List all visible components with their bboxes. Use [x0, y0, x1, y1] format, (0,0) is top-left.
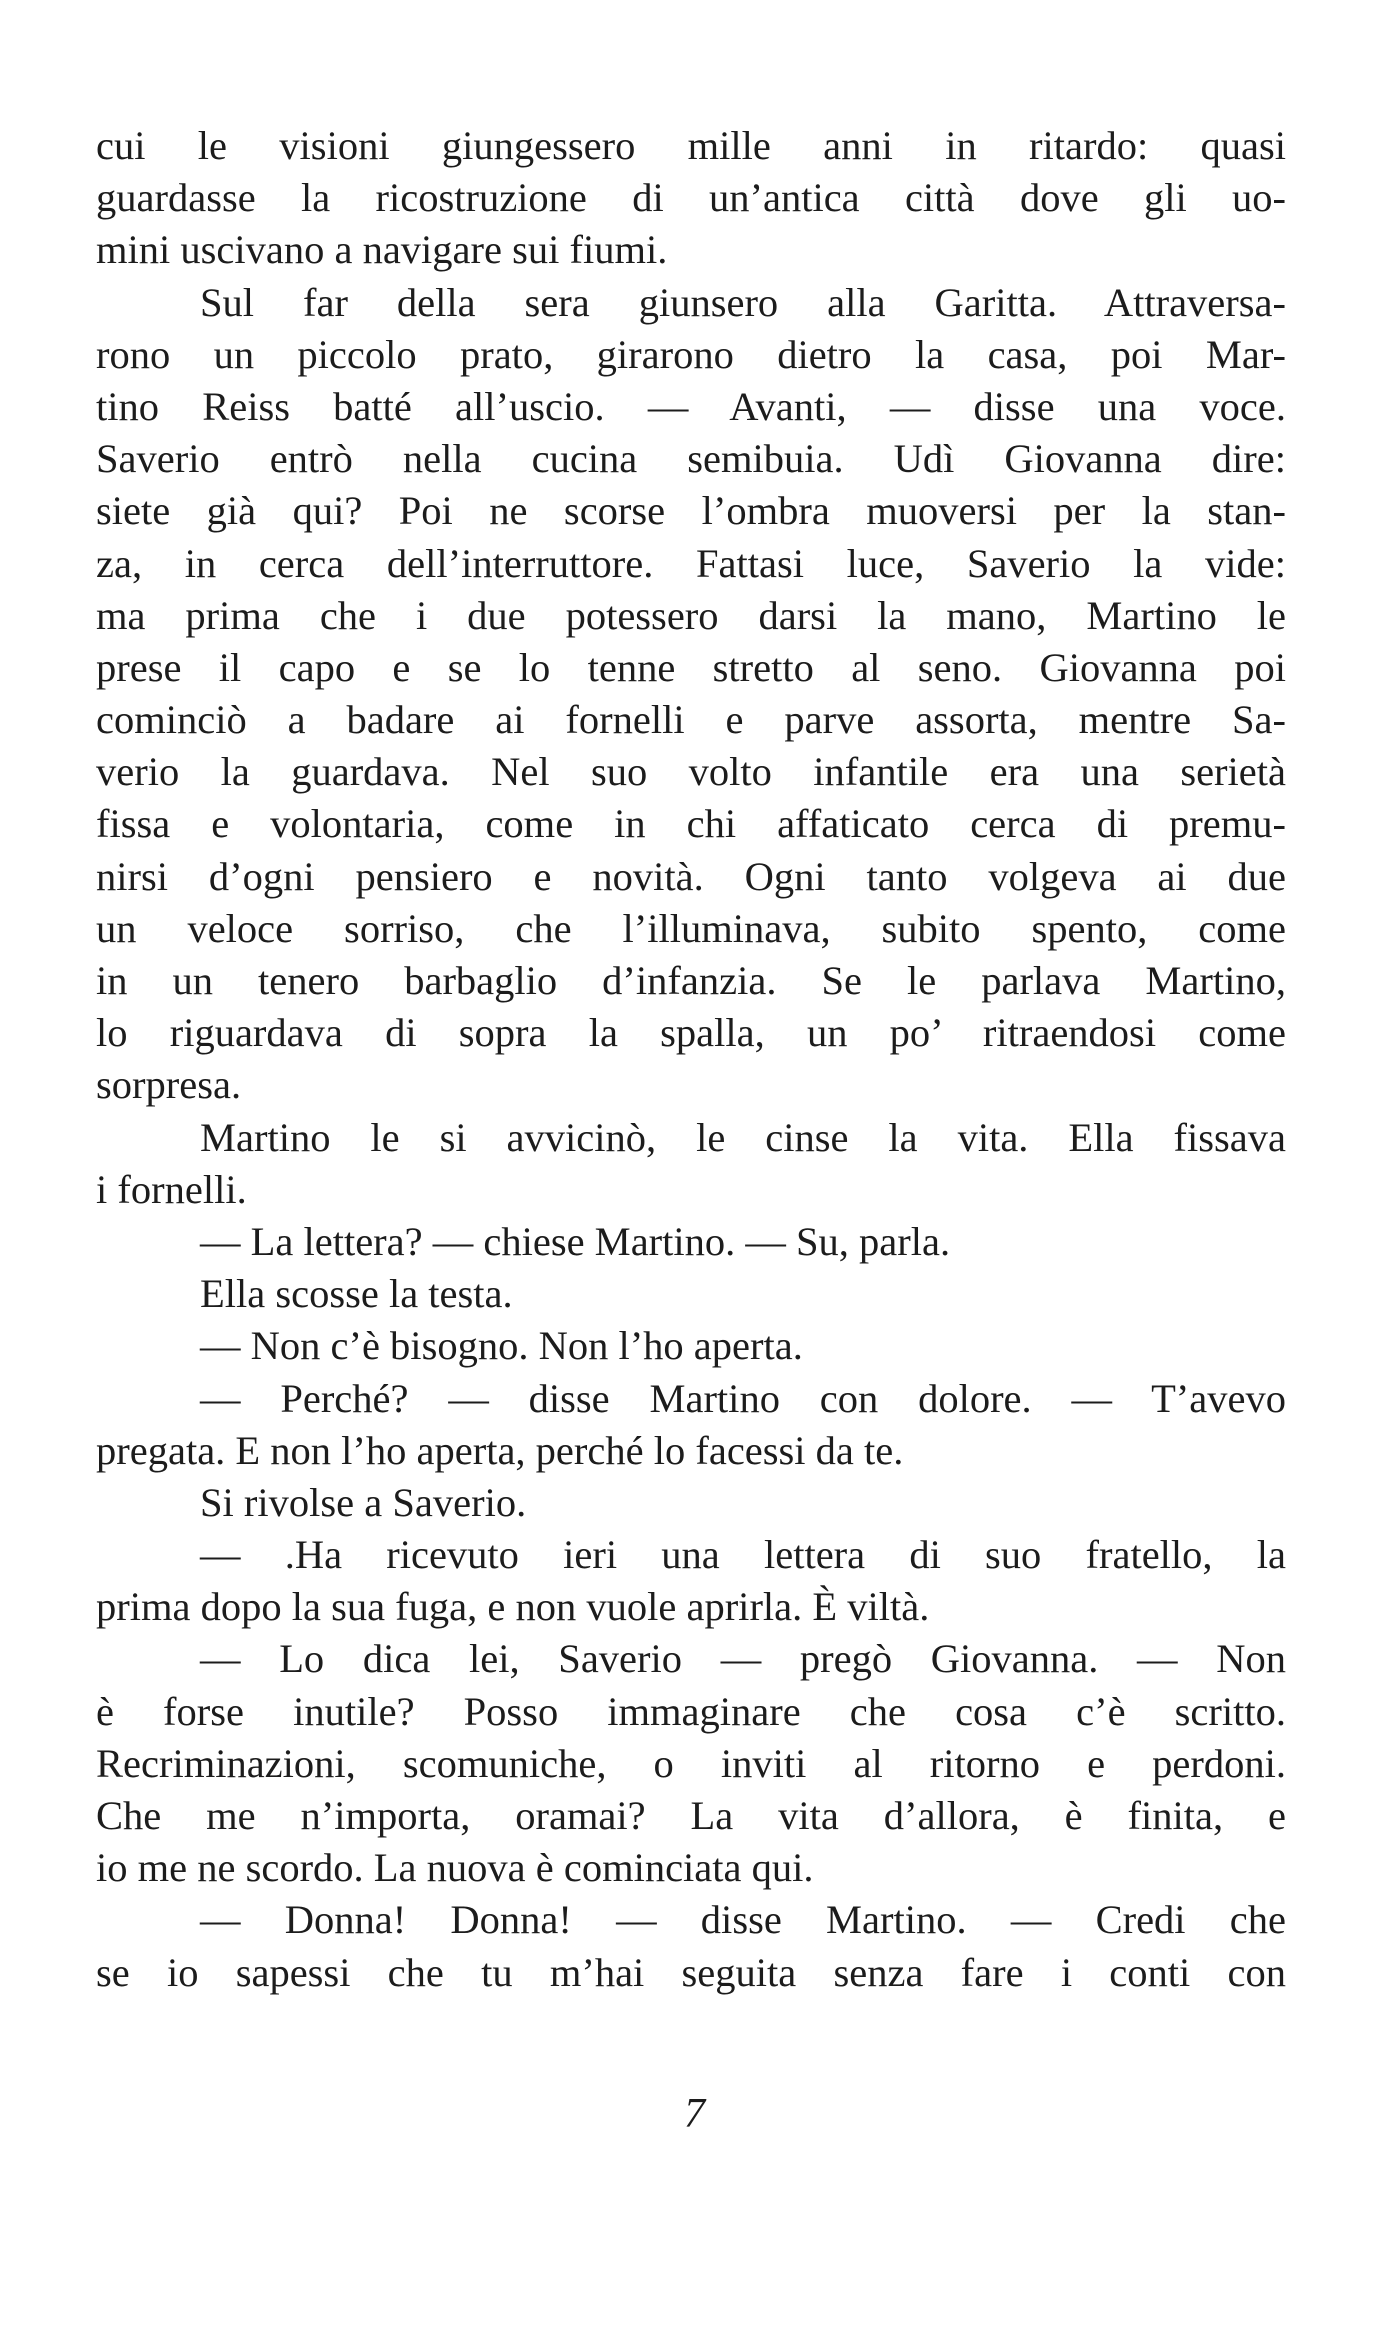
text-line: mini uscivano a navigare sui fiumi. — [96, 227, 668, 273]
text-line: — Donna! Donna! — disse Martino. — Credi che — [200, 1897, 1286, 1943]
text-line: Martino le si avvicinò, le cinse la vita. Ella fissava — [200, 1114, 1286, 1160]
page-number: 7 — [684, 2091, 705, 2137]
text-line: nirsi d’ogni pensiero e novità. Ogni tanto volgeva ai due — [96, 853, 1286, 899]
text-line: Che me n’importa, oramai? La vita d’allora, è finita, e — [96, 1793, 1286, 1838]
text-line: pregata. E non l’ho aperta, perché lo facessi da te. — [96, 1427, 904, 1473]
text-line: tino Reiss batté all’uscio. — Avanti, — disse una voce. — [96, 383, 1286, 429]
text-line: cominciò a badare ai fornelli e parve assorta, mentre Sa- — [96, 697, 1286, 743]
text-line: prima dopo la sua fuga, e non vuole aprirla. È viltà. — [96, 1584, 930, 1630]
text-line: — La lettera? — chiese Martino. — Su, parla. — [200, 1218, 951, 1264]
text-line: lo riguardava di sopra la spalla, un po’ ritraendosi come — [96, 1010, 1286, 1056]
page-text — [96, 120, 1286, 1999]
text-line: Recriminazioni, scomuniche, o inviti al ritorno e perdoni. — [96, 1740, 1286, 1786]
text-line: za, in cerca dell’interruttore. Fattasi luce, Saverio la vide: — [96, 540, 1286, 586]
text-line: — .Ha ricevuto ieri una lettera di suo fratello, la — [200, 1532, 1286, 1578]
text-line: i fornelli. — [96, 1166, 247, 1212]
text-line: verio la guardava. Nel suo volto infantile era una serietà — [96, 749, 1286, 795]
text-line: — Lo dica lei, Saverio — pregò Giovanna. — Non — [200, 1636, 1286, 1682]
text-line: io me ne scordo. La nuova è cominciata qui. — [96, 1845, 814, 1891]
text-line: è forse inutile? Posso immaginare che cosa c’è scritto. — [96, 1688, 1286, 1734]
text-line: prese il capo e se lo tenne stretto al seno. Giovanna poi — [96, 644, 1286, 690]
text-line: cui le visioni giungessero mille anni in ritardo: quasi — [96, 123, 1286, 168]
text-line: Saverio entrò nella cucina semibuia. Udì Giovanna dire: — [96, 436, 1286, 482]
text-line: guardasse la ricostruzione di un’antica città dove gli uo- — [96, 175, 1286, 221]
text-line: Ella scosse la testa. — [200, 1271, 513, 1317]
text-line: fissa e volontaria, come in chi affaticato cerca di premu- — [96, 801, 1286, 847]
text-line: rono un piccolo prato, girarono dietro la casa, poi Mar- — [96, 331, 1286, 377]
text-line: — Perché? — disse Martino con dolore. — T’avevo — [200, 1375, 1286, 1421]
text-line: in un tenero barbaglio d’infanzia. Se le parlava Martino, — [96, 958, 1286, 1003]
text-line: ma prima che i due potessero darsi la mano, Martino le — [96, 592, 1286, 638]
text-line: — Non c’è bisogno. Non l’ho aperta. — [200, 1323, 803, 1369]
text-line: se io sapessi che tu m’hai seguita senza fare i conti con — [96, 1949, 1286, 1995]
text-line: Sul far della sera giunsero alla Garitta. Attraversa- — [200, 279, 1286, 325]
text-line: sorpresa. — [96, 1062, 242, 1108]
text-line: siete già qui? Poi ne scorse l’ombra muoversi per la stan- — [96, 488, 1286, 534]
text-line: un veloce sorriso, che l’illuminava, subito spento, come — [96, 905, 1286, 951]
text-line: Si rivolse a Saverio. — [200, 1479, 527, 1525]
